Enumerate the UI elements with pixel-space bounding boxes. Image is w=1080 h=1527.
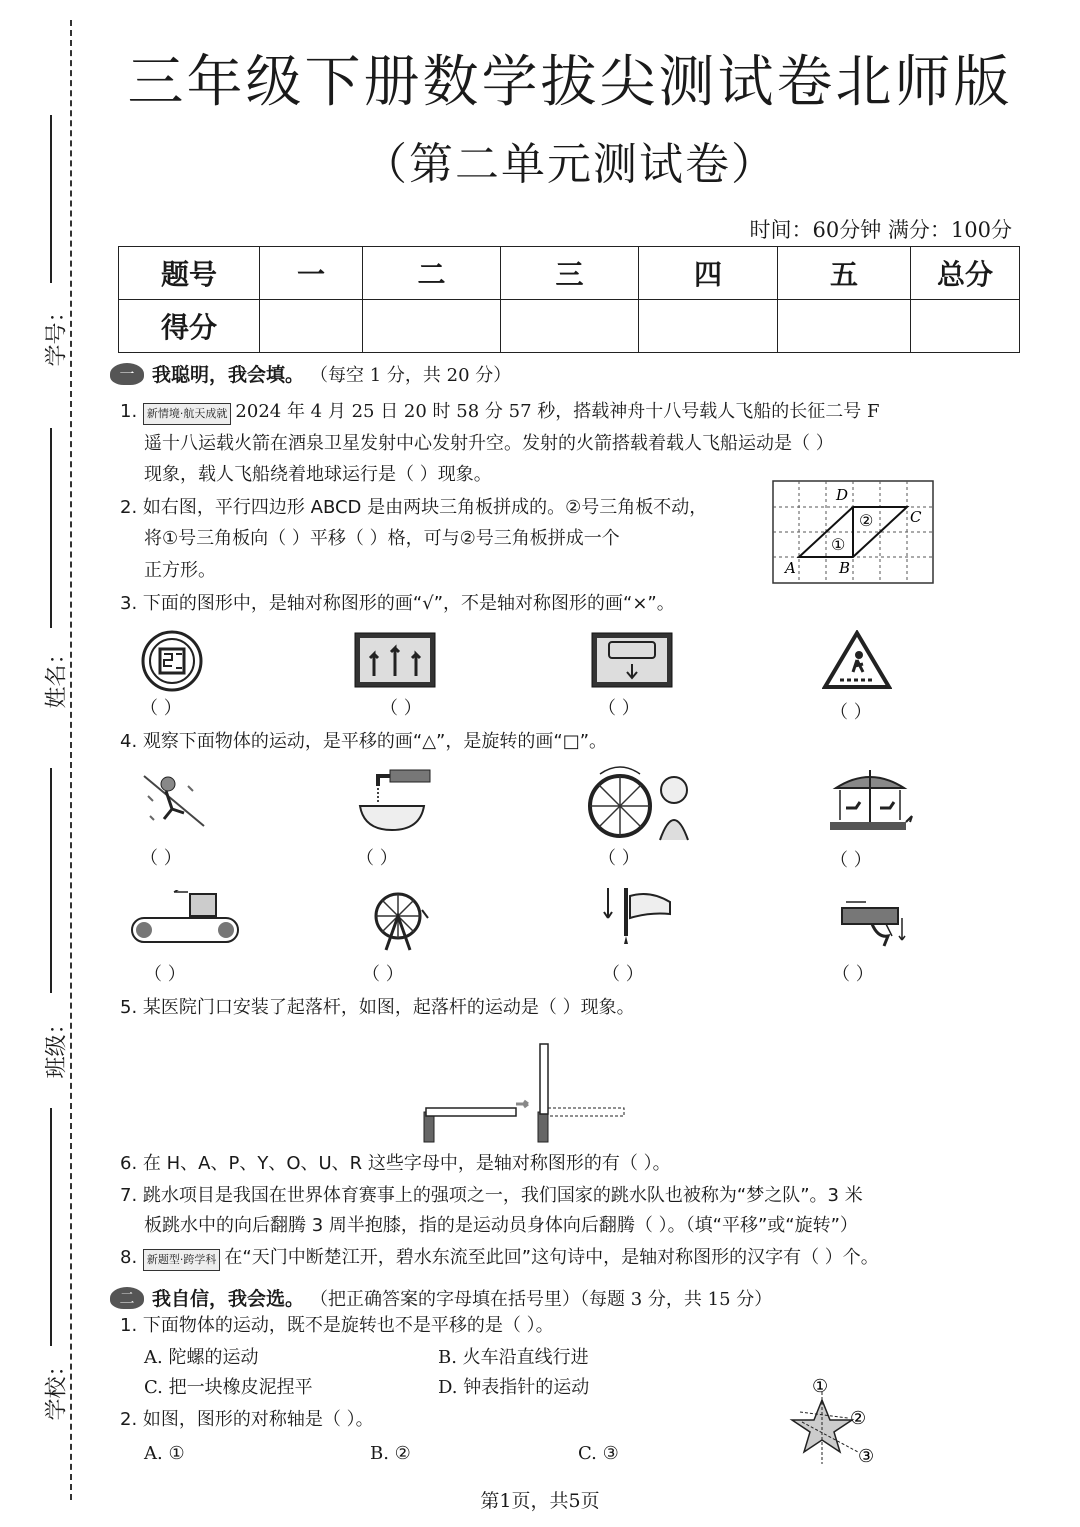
q7-line1: 7. 跳水项目是我国在世界体育赛事上的强项之一，我们国家的跳水队也被称为“梦之队”。3 米 xyxy=(120,1185,863,1206)
q1-line1 xyxy=(120,402,879,425)
score-cell[interactable] xyxy=(911,300,1020,353)
score-cell[interactable] xyxy=(639,300,778,353)
faucet-basin-figure xyxy=(356,766,432,834)
q1-number: 1. xyxy=(120,401,138,422)
hand-nail-figure xyxy=(600,884,674,946)
bus-sign-figure xyxy=(591,632,673,688)
time-info: 时间：60分钟 满分：100分 xyxy=(749,218,1012,242)
s2-q1-text: 1. 下面物体的运动，既不是旋转也不是平移的是（ ）。 xyxy=(120,1315,554,1336)
q8-line xyxy=(120,1248,879,1271)
conveyor-belt-figure xyxy=(128,890,242,950)
section2-note: （把正确答案的字母填在括号里）（每题 3 分，共 15 分） xyxy=(310,1288,773,1310)
page-subtitle: （第二单元测试卷） xyxy=(363,139,777,190)
header-cell: 三 xyxy=(501,247,639,300)
score-table-header-row xyxy=(119,247,1020,300)
score-row-label: 得分 xyxy=(119,300,260,353)
skier-figure xyxy=(138,766,210,832)
header-cell: 四 xyxy=(639,247,778,300)
wheel-and-boy-figure xyxy=(586,762,704,842)
label-two: ② xyxy=(859,511,874,530)
q3-answer-2[interactable]: （ ） xyxy=(380,698,422,719)
parallelogram-grid-figure xyxy=(772,480,934,584)
barrier-gate-figure xyxy=(420,1040,630,1144)
label-d: D xyxy=(836,486,849,504)
name-line xyxy=(50,428,52,628)
page-title: 三年级下册数学拔尖测试卷北师版 xyxy=(127,50,1013,115)
axis-label-2: ② xyxy=(850,1408,867,1429)
q4-answer-2[interactable]: （ ） xyxy=(356,848,398,869)
q8-number: 8. xyxy=(120,1247,138,1268)
axis-label-1: ① xyxy=(812,1376,829,1397)
q4-answer-7[interactable]: （ ） xyxy=(602,964,644,985)
page-footer: 第1页，共5页 xyxy=(480,1490,600,1512)
q5-text: 5. 某医院门口安装了起落杆，如图，起落杆的运动是（ ）现象。 xyxy=(120,997,635,1018)
axis-label-3: ③ xyxy=(858,1446,875,1467)
q4-answer-8[interactable]: （ ） xyxy=(832,964,874,985)
q7-line2: 板跳水中的向后翻腾 3 周半抱膝，指的是运动员身体向后翻腾（ ）。（填“平移”或“旋转”） xyxy=(144,1215,858,1236)
score-cell[interactable] xyxy=(363,300,501,353)
section1-title: 我聪明，我会填。 xyxy=(152,364,305,386)
s2-q1-option-b[interactable]: B. 火车沿直线行进 xyxy=(438,1347,589,1368)
label-one: ① xyxy=(831,535,846,554)
class-label: 班级： xyxy=(44,1012,70,1079)
label-b: B xyxy=(839,559,851,577)
header-cell: 总分 xyxy=(911,247,1020,300)
carousel-figure xyxy=(826,766,914,834)
section2-title: 我自信，我会选。 xyxy=(152,1288,305,1310)
section2-badge: 二 xyxy=(110,1287,144,1309)
crosswalk-sign-figure xyxy=(822,630,892,690)
q2-text: 如右图，平行四边形 ABCD 是由两块三角板拼成的。②号三角板不动， xyxy=(142,497,708,518)
q2-line2: 将①号三角板向（ ）平移（ ）格，可与②号三角板拼成一个 xyxy=(144,528,620,549)
class-line xyxy=(50,768,52,993)
s2-q1-option-a[interactable]: A. 陀螺的运动 xyxy=(144,1347,259,1368)
q4-answer-6[interactable]: （ ） xyxy=(362,964,404,985)
q4-answer-4[interactable]: （ ） xyxy=(830,850,872,871)
section1-header xyxy=(110,360,511,387)
name-label: 姓名： xyxy=(44,642,70,709)
s2-q2-option-a[interactable]: A. ① xyxy=(144,1443,185,1464)
q1-line3: 现象，载人飞船绕着地球运行是（ ）现象。 xyxy=(144,464,492,485)
score-cell[interactable] xyxy=(501,300,639,353)
q1-tag: 新情境·航天成就 xyxy=(143,403,232,425)
q2-line3: 正方形。 xyxy=(144,560,216,581)
header-cell: 一 xyxy=(260,247,363,300)
q4-answer-3[interactable]: （ ） xyxy=(598,848,640,869)
header-cell: 二 xyxy=(363,247,501,300)
q6-text: 6. 在 H、A、P、Y、O、U、R 这些字母中，是轴对称图形的有（ ）。 xyxy=(120,1153,671,1174)
s2-q1-option-c[interactable]: C. 把一块橡皮泥捏平 xyxy=(144,1377,313,1398)
q1-line2: 遥十八运载火箭在酒泉卫星发射中心发射升空。发射的火箭搭载着载人飞船运动是（ ） xyxy=(144,433,834,454)
section1-badge: 一 xyxy=(110,363,144,385)
section1-note: （每空 1 分，共 20 分） xyxy=(310,364,512,386)
school-line xyxy=(50,1108,52,1346)
q2-number: 2. xyxy=(120,497,138,518)
q4-answer-5[interactable]: （ ） xyxy=(144,964,186,985)
q2-line1 xyxy=(120,498,707,518)
score-cell[interactable] xyxy=(260,300,363,353)
q4-text: 4. 观察下面物体的运动，是平移的画“△”，是旋转的画“□”。 xyxy=(120,731,608,752)
q1-text: 2024 年 4 月 25 日 20 时 58 分 57 秒，搭载神舟十八号载人飞船的长征二号 F xyxy=(235,401,880,422)
s2-q1-option-d[interactable]: D. 钟表指针的运动 xyxy=(438,1377,590,1398)
score-cell[interactable] xyxy=(778,300,911,353)
q3-text: 3. 下面的图形中，是轴对称图形的画“√”，不是轴对称图形的画“×”。 xyxy=(120,593,675,614)
q3-answer-3[interactable]: （ ） xyxy=(598,698,640,719)
header-cell: 题号 xyxy=(119,247,260,300)
s2-q2-option-c[interactable]: C. ③ xyxy=(578,1443,619,1464)
q8-tag: 新题型·跨学科 xyxy=(143,1249,221,1271)
header-cell: 五 xyxy=(778,247,911,300)
label-c: C xyxy=(910,508,922,526)
section2-header xyxy=(110,1284,772,1311)
drawer-figure xyxy=(836,894,910,954)
score-table-score-row xyxy=(119,300,1020,353)
s2-q2-text: 2. 如图，图形的对称轴是（ ）。 xyxy=(120,1409,374,1430)
binding-dashed-line xyxy=(70,20,72,1500)
s2-q2-option-b[interactable]: B. ② xyxy=(370,1443,411,1464)
student-id-label: 学号： xyxy=(44,300,70,367)
q3-answer-4[interactable]: （ ） xyxy=(830,702,872,723)
label-a: A xyxy=(785,559,796,577)
lane-sign-figure xyxy=(354,632,436,688)
q3-answer-1[interactable]: （ ） xyxy=(140,698,182,719)
q8-text: 在“天门中断楚江开，碧水东流至此回”这句诗中，是轴对称图形的汉字有（ ）个。 xyxy=(224,1247,879,1268)
score-table xyxy=(118,246,1020,353)
star-axis-figure xyxy=(782,1372,892,1472)
school-label: 学校： xyxy=(44,1354,70,1421)
q4-answer-1[interactable]: （ ） xyxy=(140,848,182,869)
coin-symbol-figure xyxy=(140,630,204,692)
ferris-wheel-figure xyxy=(366,890,434,952)
